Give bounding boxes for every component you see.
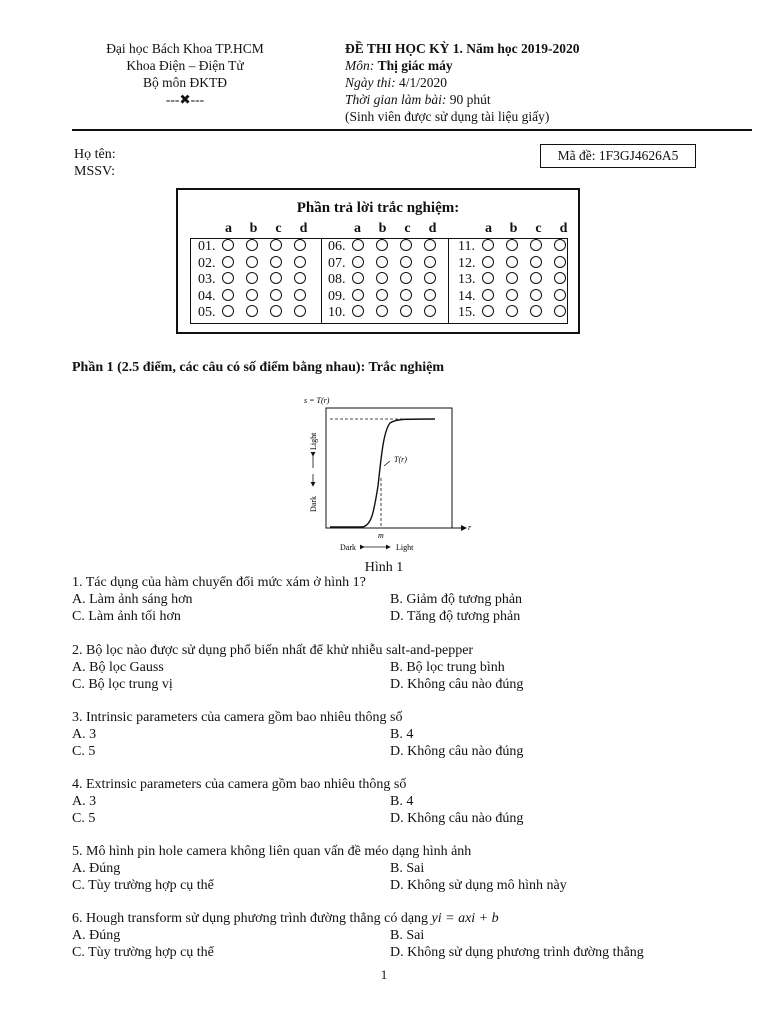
bubble-d[interactable] [294,305,306,317]
university-name: Đại học Bách Khoa TP.HCM [106,41,264,56]
answer-row [328,289,448,306]
bubble-c[interactable] [530,289,542,301]
q1-option-c: C. Làm ảnh tối hơn [72,609,181,624]
choice-header-3 [476,221,576,237]
date-value: 4/1/2020 [399,75,448,90]
answer-row [198,256,318,273]
grid-divider [321,238,322,324]
part1-title: Phần 1 (2.5 điểm, các câu có số điểm bằng nhau): Trắc nghiệm [72,360,445,375]
subject-value: Thị giác máy [377,58,453,73]
x-dark-label: Dark [340,543,356,552]
bubble-d[interactable] [294,289,306,301]
question-number: 09. [328,288,346,304]
q3-option-a: A. 3 [72,727,97,742]
x-axis-label: r [468,523,472,532]
department-name: Bộ môn ĐKTĐ [143,75,227,90]
question-number: 01. [198,239,216,254]
answer-column-1 [198,239,318,322]
answer-row [458,272,578,289]
bubble-d[interactable] [424,305,436,317]
bubble-b[interactable] [376,256,388,268]
question-3-text: 3. Intrinsic parameters của camera gồm bao nhiêu thông số [72,710,403,725]
student-info [74,146,116,180]
question-number: 08. [328,272,346,287]
bubble-a[interactable] [482,256,494,268]
question-6-text: 6. Hough transform sử dụng phương trình đường thẳng có dạng [72,911,429,926]
bubble-c[interactable] [270,289,282,301]
bubble-c[interactable] [530,272,542,284]
bubble-d[interactable] [424,289,436,301]
bubble-b[interactable] [506,289,518,301]
q1-option-b: B. Giảm độ tương phản [390,592,523,607]
q6-option-d: D. Không sử dụng phương trình đường thẳng [390,945,644,960]
bubble-c[interactable] [400,272,412,284]
bubble-c[interactable] [270,256,282,268]
date-label: Ngày thi: [345,75,396,90]
answer-row [328,239,448,256]
x-light-label: Light [396,543,414,552]
q6-option-a: A. Đúng [72,928,121,943]
bubble-b[interactable] [376,239,388,251]
q1-option-a: A. Làm ảnh sáng hơn [72,592,193,607]
exam-title: ĐỀ THI HỌC KỲ 1. Năm học 2019-2020 [345,41,580,56]
q4-option-b: B. 4 [390,794,414,809]
bubble-a[interactable] [222,256,234,268]
q2-option-a: A. Bộ lọc Gauss [72,660,164,675]
bubble-a[interactable] [352,239,364,251]
subject-line [345,57,580,74]
question-number: 04. [198,288,216,304]
school-header [60,40,310,108]
answer-row [328,256,448,273]
question-number: 03. [198,272,216,287]
bubble-c[interactable] [400,305,412,317]
answer-row [458,239,578,256]
bubble-d[interactable] [554,272,566,284]
q5-option-c: C. Tùy trường hợp cụ thể [72,878,214,893]
page-number: 1 [380,967,388,982]
q2-option-d: D. Không câu nào đúng [390,677,524,692]
exam-code-box: Mã đề: 1F3GJ4626A5 [540,144,696,168]
question-number: 15. [458,305,476,320]
ornament: ---✖--- [165,92,205,107]
q5-option-a: A. Đúng [72,861,121,876]
bubble-a[interactable] [482,272,494,284]
y-light-label: Light [309,432,318,450]
q4-option-d: D. Không câu nào đúng [390,811,524,826]
question-6-formula: yi = axi + b [431,911,499,926]
choice-header-2 [345,221,445,237]
bubble-b[interactable] [246,305,258,317]
bubble-c[interactable] [530,305,542,317]
m-label: m [378,531,384,540]
answer-row [458,256,578,273]
bubble-b[interactable] [376,289,388,301]
bubble-d[interactable] [424,272,436,284]
bubble-b[interactable] [506,272,518,284]
question-number: 02. [198,255,216,271]
bubble-d[interactable] [294,272,306,284]
choice-letter: d [299,221,308,236]
answer-sheet-title: Phần trả lời trắc nghiệm: [296,200,460,216]
bubble-b[interactable] [246,256,258,268]
figure-caption: Hình 1 [364,560,404,575]
choice-letter: c [275,221,282,236]
bubble-a[interactable] [352,305,364,317]
bubble-b[interactable] [506,305,518,317]
choice-letter: b [509,221,518,236]
bubble-b[interactable] [506,239,518,251]
q4-option-c: C. 5 [72,811,96,826]
bubble-b[interactable] [506,256,518,268]
bubble-a[interactable] [222,239,234,251]
bubble-a[interactable] [482,305,494,317]
bubble-d[interactable] [554,239,566,251]
q1-option-d: D. Tăng độ tương phản [390,609,521,624]
bubble-b[interactable] [246,272,258,284]
bubble-d[interactable] [554,305,566,317]
exam-header [345,40,580,125]
question-6 [72,911,499,928]
header-divider [72,129,752,131]
curve-label: T(r) [394,455,407,464]
bubble-a[interactable] [482,239,494,251]
bubble-a[interactable] [222,289,234,301]
choice-letter: a [225,221,232,236]
answer-row [458,305,578,322]
choice-letter: d [559,221,568,236]
q4-option-a: A. 3 [72,794,97,809]
bubble-c[interactable] [270,305,282,317]
bubble-c[interactable] [400,256,412,268]
grid-divider [448,238,449,324]
bubble-a[interactable] [482,289,494,301]
answer-row [328,305,448,322]
answer-row [198,272,318,289]
bubble-d[interactable] [554,289,566,301]
answer-row [328,272,448,289]
choice-letter: c [404,221,411,236]
duration-label: Thời gian làm bài: [345,92,447,107]
answer-row [198,305,318,322]
q3-option-c: C. 5 [72,744,96,759]
bubble-c[interactable] [270,272,282,284]
question-4-text: 4. Extrinsic parameters của camera gồm bao nhiêu thông số [72,777,407,792]
bubble-b[interactable] [376,272,388,284]
choice-letter: d [428,221,437,236]
bubble-a[interactable] [352,256,364,268]
date-line [345,74,580,91]
bubble-d[interactable] [294,239,306,251]
bubble-c[interactable] [270,239,282,251]
q5-option-b: B. Sai [390,861,425,876]
question-number: 14. [458,288,476,304]
bubble-b[interactable] [246,289,258,301]
curve-label-pointer [384,461,390,466]
figure-y-title: s = T(r) [304,396,330,405]
q5-option-d: D. Không sử dụng mô hình này [390,878,567,893]
student-id-label: MSSV: [74,164,115,179]
bubble-c[interactable] [400,289,412,301]
question-number: 12. [458,255,476,271]
transform-curve [330,419,435,527]
question-5-text: 5. Mô hình pin hole camera không liên quan vấn đề méo dạng hình ảnh [72,844,472,859]
question-number: 05. [198,305,216,320]
bubble-a[interactable] [222,272,234,284]
answer-row [198,289,318,306]
bubble-d[interactable] [554,256,566,268]
bubble-c[interactable] [530,239,542,251]
q3-option-d: D. Không câu nào đúng [390,744,524,759]
duration-value: 90 phút [449,92,491,107]
exam-note: (Sinh viên được sử dụng tài liệu giấy) [345,109,550,124]
bubble-c[interactable] [400,239,412,251]
question-2-text: 2. Bộ lọc nào được sử dụng phổ biến nhất để khử nhiễu salt-and-pepper [72,643,474,658]
bubble-a[interactable] [352,289,364,301]
bubble-a[interactable] [222,305,234,317]
choice-letter: b [378,221,387,236]
answer-column-2 [328,239,448,322]
y-dark-label: Dark [309,496,318,512]
question-number: 10. [328,305,346,320]
bubble-c[interactable] [530,256,542,268]
figure-frame [326,408,452,528]
duration-line [345,91,580,108]
choice-header-1 [216,221,316,237]
choice-letter: b [249,221,258,236]
question-1-text: 1. Tác dụng của hàm chuyển đổi mức xám ở hình 1? [72,575,366,590]
q6-option-c: C. Tùy trường hợp cụ thể [72,945,214,960]
question-number: 11. [458,239,475,254]
question-number: 07. [328,255,346,271]
q3-option-b: B. 4 [390,727,414,742]
choice-letter: a [354,221,361,236]
transform-figure [290,390,480,560]
choice-letter: a [485,221,492,236]
choice-letter: c [535,221,542,236]
answer-column-3 [458,239,578,322]
student-name-label: Họ tên: [74,147,116,162]
bubble-b[interactable] [376,305,388,317]
faculty-name: Khoa Điện – Điện Tử [126,58,244,73]
answer-sheet [176,188,580,334]
bubble-d[interactable] [424,256,436,268]
bubble-a[interactable] [352,272,364,284]
q2-option-b: B. Bộ lọc trung bình [390,660,505,675]
answer-row [458,289,578,306]
bubble-d[interactable] [424,239,436,251]
bubble-b[interactable] [246,239,258,251]
bubble-d[interactable] [294,256,306,268]
q2-option-c: C. Bộ lọc trung vị [72,677,173,692]
answer-row [198,239,318,256]
q6-option-b: B. Sai [390,928,425,943]
question-number: 13. [458,272,476,287]
subject-label: Môn: [345,58,375,73]
question-number: 06. [328,239,346,254]
